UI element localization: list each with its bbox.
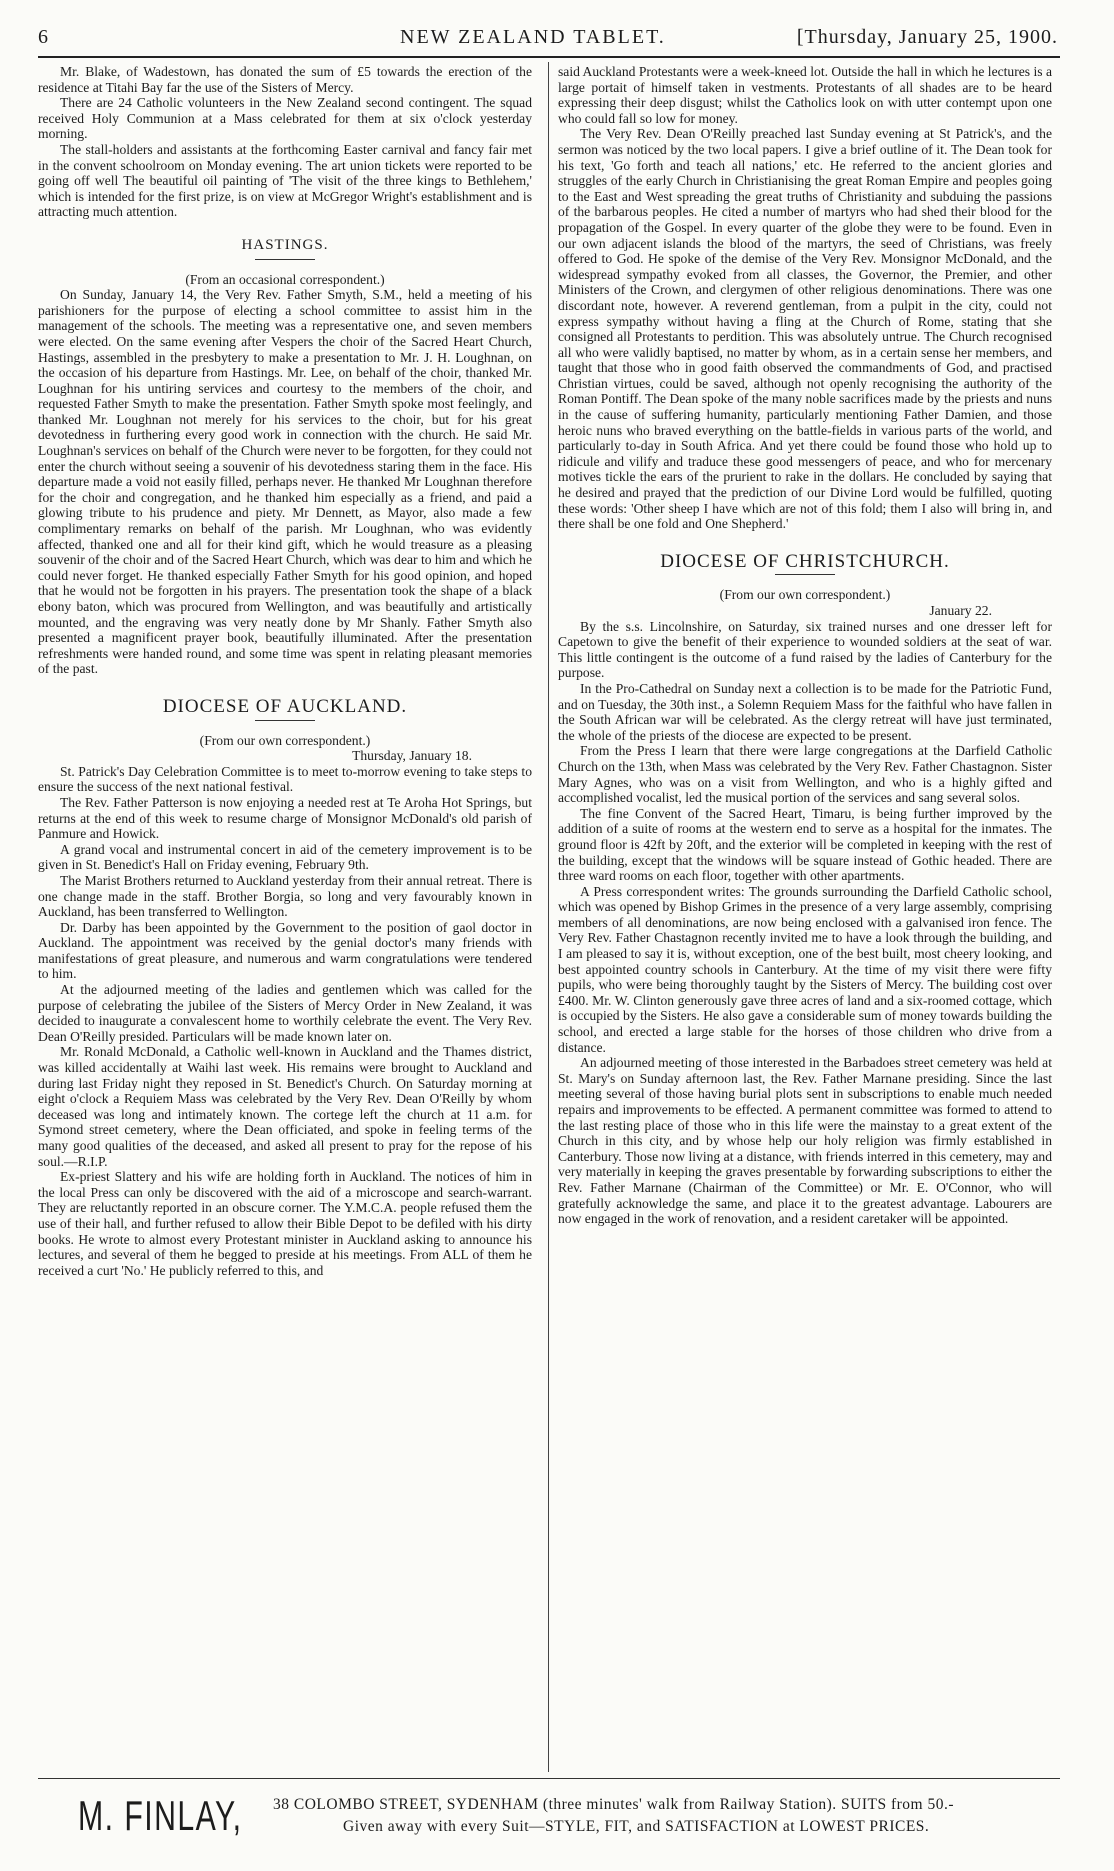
paragraph: From the Press I learn that there were large congregations at the Darfield Catholic Church on the 13th, when Mass was celebrated by the Very Rev. Father Chastagnon. Sister Mary Agnes, who was on a visit from Wellington, and who is a highly gifted and accomplished vocalist, led the musical portion of the services and sang several solos. <box>558 743 1052 806</box>
paragraph: By the s.s. Lincolnshire, on Saturday, six trained nurses and one dresser left for Capetown to give the benefit of their experience to wounded soldiers at the seat of war. This little contingent is the outcome of a fund raised by the ladies of Canterbury for the purpose. <box>558 618 1052 681</box>
paragraph: Ex-priest Slattery and his wife are holding forth in Auckland. The notices of him in the local Press can only be discovered with the aid of a microscope and search-warrant. They are reluctantly reported in an obscure corner. The Y.M.C.A. people refused them the use of their hall, and further refused to allow their Bible Depot to be defiled with his dirty books. He wrote to almost every Protestant minister in Auckland asking to announce his lectures, and several of them he begged to preside at his meetings. From ALL of them he received a curt 'No.' He publicly referred to this, and <box>38 1169 532 1278</box>
heading-rule <box>775 574 835 575</box>
section-heading-auckland: DIOCESE OF AUCKLAND. <box>162 695 408 717</box>
heading-rule <box>255 720 315 721</box>
right-column <box>558 64 1052 1734</box>
correspondent-line: (From our own correspondent.) <box>199 732 371 748</box>
advertisement <box>38 1790 1060 1850</box>
paragraph: The Very Rev. Dean O'Reilly preached last Sunday evening at St Patrick's, and the sermon was noticed by the two local papers. I give a brief outline of it. The Dean took for his text, 'Go forth and teach all nations,' etc. He referred to the ancient glories and struggles of the early Church in Christianising the great Roman Empire and peoples going to the East and West spreading the great truths of Christianity and subduing the passions of the barbarous peoples. He cited a number of martyrs who had shed their blood for the propagation of the Gospel. In every quarter of the globe they were to be found. Even in our own adjacent islands the blood of the martyrs, the seed of Christians, was freely offered to God. He spoke of the demise of the Very Rev. Monsignor McDonald, and the widespread sympathy evoked from all classes, the Governor, the Premier, and other Ministers of the Crown, and clergymen of other religious denominations. There was one discordant note, however. A reverend gentleman, from a pulpit in the city, could not express sympathy without having a fling at the Church of Rome, stating that she consigned all Protestants to perdition. This was absolutely untrue. The Church recognised all who were validly baptised, no matter by whom, as in a certain sense her members, and taught that those who in good faith observed the commandments of God, and practised Christian virtues, could be saved, although not openly recognising the authority of the Roman Pontiff. The Dean spoke of the many noble sacrifices made by the priests and nuns in the cause of suffering humanity, particularly mentioning Father Damien, and those heroic nuns who braved everything on the battle-fields in various parts of the world, and particularly to-day in South Africa. And yet there could be found those who hold up to ridicule and vilify and traduce these good messengers of peace, and who for mercenary motives tickle the ears of the prurient to rake in the dollars. He concluded by saying that he desired and prayed that the prediction of our Divine Lord would be fulfilled, quoting these words: 'Other sheep I have which are not of this fold; them I also will bring in, and there shall be one fold and One Shepherd.' <box>558 126 1052 532</box>
advertisement-tagline: Given away with every Suit—STYLE, FIT, and SATISFACTION at LOWEST PRICES. <box>343 1818 930 1835</box>
paragraph: An adjourned meeting of those interested in the Barbadoes street cemetery was held at St. Mary's on Sunday afternoon last, the Rev. Father Marnane presiding. Since the last meeting several of those having burial plots sent in subscriptions to enable much needed repairs and improvements to be effected. A permanent committee was formed to attend to the last resting place of those who in this life were the mainstay to a great extent of the Church in this city, and by whose help our holy religion was firmly established in Canterbury. Those now living at a distance, with friends interred in this cemetery, may and very materially in keeping the graves presentable by forwarding subscriptions to either the Rev. Father Marnane (Chairman of the Committee) or Mr. E. O'Connor, who will gratefully acknowledge the same, and place it to the greatest advantage. Labourers are now engaged in the work of renovation, and a resident caretaker will be appointed. <box>558 1055 1052 1227</box>
footer-rule <box>38 1778 1060 1779</box>
paragraph: A grand vocal and instrumental concert in aid of the cemetery improvement is to be given in St. Benedict's Hall on Friday evening, February 9th. <box>38 841 532 873</box>
paragraph: The Rev. Father Patterson is now enjoying a needed rest at Te Aroha Hot Springs, but returns at the end of this week to resume charge of Monsignor McDonald's old parish of Panmure and Howick. <box>38 794 532 842</box>
paragraph: There are 24 Catholic volunteers in the New Zealand second contingent. The squad received Holy Communion at a Mass celebrated for them at six o'clock yesterday morning. <box>38 95 532 142</box>
paragraph: The Marist Brothers returned to Auckland yesterday from their annual retreat. There is one change made in the staff. Brother Borgia, so long and very favourably known in Auckland, has been transferred to Wellington. <box>38 872 532 920</box>
paragraph: St. Patrick's Day Celebration Committee is to meet to-morrow evening to take steps to ensure the success of the next national festival. <box>38 763 532 795</box>
advertiser-name: M. FINLAY, <box>78 1792 243 1839</box>
masthead: NEW ZEALAND TABLET. <box>400 26 666 48</box>
column-divider <box>548 62 549 1772</box>
paragraph: Dr. Darby has been appointed by the Government to the position of gaol doctor in Auckland. The appointment was received by the genial doctor's many friends with manifestations of great pleasure, and numerous and warm congratulations were tendered to him. <box>38 919 532 982</box>
paragraph: A Press correspondent writes: The grounds surrounding the Darfield Catholic school, which was opened by Bishop Grimes in the presence of a very large assembly, comprising members of all denominations, are now being enclosed with a galvanised iron fence. The Very Rev. Father Chastagnon recently invited me to have a look through the building, and I am pleased to say it is, without exception, one of the best built, most cheery looking, and best appointed country schools in Canterbury. At the time of my visit there were fifty pupils, who were being thoroughly taught by the Sisters of Mercy. The building cost over £400. Mr. W. Clinton generously gave three acres of land and a six-roomed cottage, which is occupied by the Sisters. He also gave a considerable sum of money towards building the school, and erected a large stable for the horses of those children who drive from a distance. <box>558 883 1052 1055</box>
paragraph: Mr. Ronald McDonald, a Catholic well-known in Auckland and the Thames district, was killed accidentally at Waihi last week. His remains were brought to Auckland and during last Friday night they reposed in St. Benedict's Church. On Saturday morning at eight o'clock a Requiem Mass was celebrated by the Very Rev. Dean O'Reilly by whom deceased was long and intimately known. The cortege left the church at 11 a.m. for Symond street cemetery, where the Dean officiated, and spoke in feeling terms of the many good qualities of the deceased, and asked all present to pray for the repose of his soul.—R.I.P. <box>38 1044 532 1169</box>
advertisement-address: 38 COLOMBO STREET, SYDENHAM (three minutes' walk from Railway Station). SUITS from 50.- <box>273 1796 955 1813</box>
correspondent-line: (From an occasional correspondent.) <box>185 271 385 287</box>
section-heading-christchurch: DIOCESE OF CHRISTCHURCH. <box>660 550 950 572</box>
page-header <box>38 26 1058 52</box>
paragraph: Mr. Blake, of Wadestown, has donated the sum of £5 towards the erection of the residence at Titahi Bay far the use of the Sisters of Mercy. <box>38 64 532 95</box>
page-number: 6 <box>38 26 49 48</box>
section-heading-hastings: HASTINGS. <box>241 236 329 253</box>
paragraph: The stall-holders and assistants at the forthcoming Easter carnival and fancy fair met in the convent schoolroom on Monday evening. The art union tickets were reported to be going off well The beautiful oil painting of 'The visit of the three kings to Bethlehem,' which is intended for the first prize, is on view at McGregor Wright's establishment and is attracting much attention. <box>38 141 532 220</box>
issue-date: [Thursday, January 25, 1900. <box>796 26 1058 48</box>
header-rule <box>38 56 1060 58</box>
heading-rule <box>255 259 315 260</box>
paragraph: said Auckland Protestants were a week-kneed lot. Outside the hall in which he lectures is a large portait of himself taken in vestments. Protestants of all shades are to be heard expressing their deep disgust; whilst the Catholics look on with utter contempt upon one who could fall so low for money. <box>558 64 1052 126</box>
paragraph: On Sunday, January 14, the Very Rev. Father Smyth, S.M., held a meeting of his parishioners for the purpose of electing a school committee to assist him in the management of the schools. The meeting was a representative one, and seven members were elected. On the same evening after Vespers the choir of the Sacred Heart Church, Hastings, assembled in the presbytery to make a presentation to Mr. J. H. Loughnan, on the occasion of his departure from Hastings. Mr. Lee, on behalf of the choir, thanked Mr. Loughnan for his untiring services and courtesy to the members of the choir, and requested Father Smyth to make the presentation. Father Smyth spoke most feelingly, and thanked Mr. Loughnan not merely for his services to the choir, but for his great devotedness in furthering every good work in connection with the church. He said Mr. Loughnan's services on behalf of the Church were never to be forgotten, for they could not enter the church without seeing a souvenir of his devotedness staring them in the face. His departure made a void not easily filled, perhaps never. He thanked Mr Loughnan therefore for the choir and congregation, and he thanked him especially as a friend, and paid a glowing tribute to his prudence and piety. Mr Dennett, as Mayor, also made a few complimentary remarks on behalf of the parish. Mr Loughnan, who was evidently affected, thanked one and all for their kind gift, which he would treasure as a pleasing souvenir of the choir and of the Sacred Heart Church, which was dear to him and which he could never forget. He thanked especially Father Smyth for his good opinion, and hoped that he would not be forgotten in his prayers. The presentation took the shape of a black ebony baton, which was procured from Wellington, and was beautifully and artistically mounted, and the engraving was very neatly done by Mr Shanly. Father Smyth also presented a magnificent prayer book, beautifully illuminated. After the presentation refreshments were handed round, and some time was spent in relating pleasant memories of the past. <box>38 287 532 677</box>
paragraph: The fine Convent of the Sacred Heart, Timaru, is being further improved by the addition of a suite of rooms at the western end to serve as a hospital for the inmates. The ground floor is 42ft by 20ft, and the exterior will be completed in keeping with the rest of the building, except that the windows will be square instead of Gothic headed. There are three ward rooms on each floor, together with other apartments. <box>558 805 1052 884</box>
dateline: January 22. <box>929 603 992 618</box>
paragraph: In the Pro-Cathedral on Sunday next a collection is to be made for the Patriotic Fund, and on Tuesday, the 30th inst., a Solemn Requiem Mass for the faithful who have fallen in the South African war will be celebrated. As the clergy retreat will have just terminated, the whole of the priests of the diocese are expected to be present. <box>558 680 1052 743</box>
left-column <box>38 64 532 1771</box>
paragraph: At the adjourned meeting of the ladies and gentlemen which was called for the purpose of celebrating the jubilee of the Sisters of Mercy Order in New Zealand, it was decided to inaugurate a convalescent home to worthily celebrate the event. The Very Rev. Dean O'Reilly presided. Particulars will be made known later on. <box>38 982 532 1044</box>
dateline: Thursday, January 18. <box>352 748 472 764</box>
correspondent-line: (From our own correspondent.) <box>719 587 891 603</box>
